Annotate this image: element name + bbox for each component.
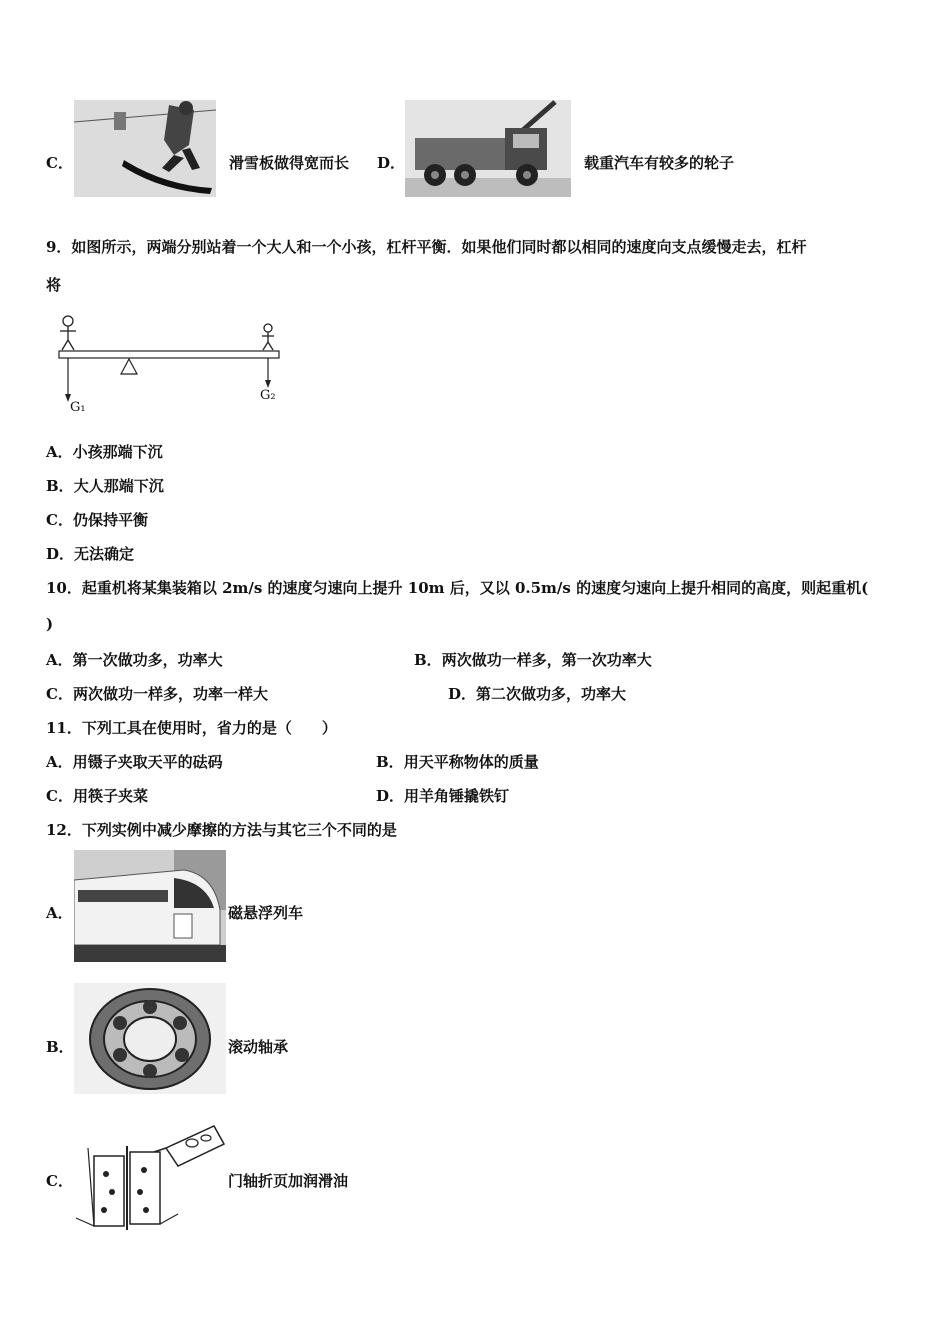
q9-option-a: A．小孩那端下沉 bbox=[46, 443, 163, 461]
q9-option-d: D．无法确定 bbox=[46, 545, 135, 563]
hinge-oil-drawing bbox=[74, 1118, 228, 1232]
g1-label: G₁ bbox=[70, 400, 86, 415]
q10-option-d: D．第二次做功多，功率大 bbox=[448, 685, 627, 703]
heavy-truck-photo bbox=[405, 100, 571, 197]
q11-option-a: A．用镊子夹取天平的砝码 bbox=[46, 753, 223, 771]
q8-option-c-text: 滑雪板做得宽而长 bbox=[229, 154, 350, 172]
q9-stem-line1: 9．如图所示，两端分别站着一个大人和一个小孩，杠杆平衡．如果他们同时都以相同的速度向支点缓慢走去，杠杆 bbox=[46, 238, 807, 256]
q12-option-b-letter: B． bbox=[46, 1038, 74, 1056]
q12-option-c-text: 门轴折页加润滑油 bbox=[228, 1172, 349, 1190]
maglev-train-photo bbox=[74, 850, 226, 962]
q11-stem: 11．下列工具在使用时，省力的是（ ） bbox=[46, 719, 337, 737]
q10-option-c: C．两次做功一样多，功率一样大 bbox=[46, 685, 268, 703]
q9-option-c: C．仍保持平衡 bbox=[46, 511, 148, 529]
q8-option-c-letter: C． bbox=[46, 154, 73, 172]
q12-option-a-letter: A． bbox=[46, 904, 73, 922]
q11-option-b: B．用天平称物体的质量 bbox=[376, 753, 539, 771]
q9-option-b: B．大人那端下沉 bbox=[46, 477, 164, 495]
q10-stem-line1: 10．起重机将某集装箱以 2m/s 的速度匀速向上提升 10m 后，又以 0.5m/s 的速度匀速向上提升相同的高度，则起重机( bbox=[46, 579, 869, 597]
g2-label: G₂ bbox=[260, 388, 276, 403]
q8-option-d-text: 载重汽车有较多的轮子 bbox=[584, 154, 735, 172]
q12-option-a-text: 磁悬浮列车 bbox=[228, 904, 304, 922]
q10-option-a: A．第一次做功多，功率大 bbox=[46, 651, 223, 669]
q12-stem: 12．下列实例中减少摩擦的方法与其它三个不同的是 bbox=[46, 821, 397, 839]
ball-bearing-photo bbox=[74, 983, 226, 1094]
q8-option-d-letter: D． bbox=[377, 154, 406, 172]
q11-option-c: C．用筷子夹菜 bbox=[46, 787, 148, 805]
q9-stem-line2: 将 bbox=[46, 276, 62, 294]
q10-option-b: B．两次做功一样多，第一次功率大 bbox=[414, 651, 652, 669]
snowboarder-photo bbox=[74, 100, 216, 197]
lever-diagram bbox=[54, 312, 286, 420]
q12-option-b-text: 滚动轴承 bbox=[228, 1038, 289, 1056]
q10-stem-line2: ) bbox=[46, 615, 54, 633]
q11-option-d: D．用羊角锤撬铁钉 bbox=[376, 787, 510, 805]
q12-option-c-letter: C． bbox=[46, 1172, 73, 1190]
